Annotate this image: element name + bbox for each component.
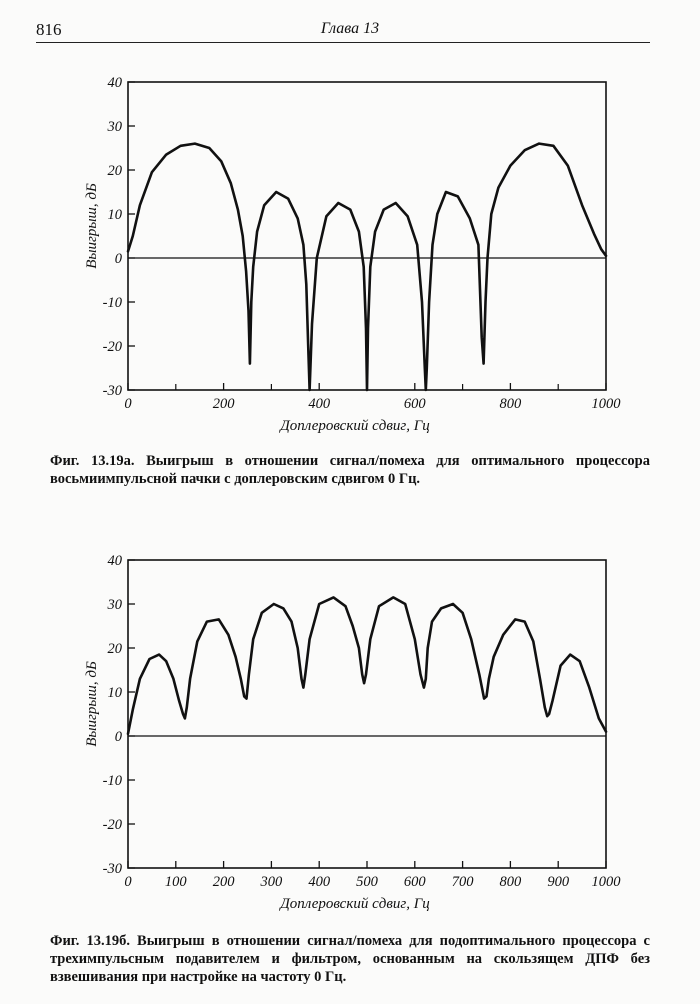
y-tick-label: -20 <box>102 817 122 833</box>
y-tick-label: -10 <box>102 295 122 311</box>
y-axis-title: Выигрыш, дБ <box>84 661 100 747</box>
y-tick-label: 30 <box>107 119 122 135</box>
x-tick-label: 400 <box>308 396 331 412</box>
y-tick-label: 0 <box>114 729 122 745</box>
series-line <box>128 597 606 733</box>
y-tick-label: 0 <box>114 251 122 267</box>
x-tick-label: 0 <box>124 874 132 890</box>
page-number: 816 <box>36 20 62 39</box>
y-tick-label: -30 <box>102 861 122 877</box>
y-tick-label: 40 <box>107 553 122 569</box>
header-rule <box>36 42 650 43</box>
y-tick-label: 20 <box>107 641 122 657</box>
x-tick-label: 0 <box>124 396 132 412</box>
x-tick-label: 300 <box>260 874 283 890</box>
x-tick-label: 1000 <box>591 874 621 890</box>
x-tick-label: 200 <box>212 874 235 890</box>
y-tick-label: 20 <box>107 163 122 179</box>
x-tick-label: 400 <box>308 874 331 890</box>
y-tick-label: -20 <box>102 339 122 355</box>
chart-b <box>0 538 700 918</box>
x-tick-label: 800 <box>499 874 522 890</box>
y-tick-label: 10 <box>107 207 122 223</box>
x-tick-label: 600 <box>403 874 426 890</box>
y-tick-label: 40 <box>107 75 122 91</box>
x-tick-label: 1000 <box>591 396 621 412</box>
plot-frame <box>128 560 606 868</box>
y-tick-label: 30 <box>107 597 122 613</box>
chart-a <box>0 60 700 440</box>
x-tick-label: 500 <box>356 874 378 890</box>
figure-caption-b: Фиг. 13.19б. Выигрыш в отношении сигнал/помеха для подоптимального процессора с трехимпульсным подавителем и фильтром, основанным на скользящем ДПФ без взвешивания при настройке на частоту 0 Гц. <box>50 933 650 985</box>
x-axis-title: Доплеровский сдвиг, Гц <box>280 896 430 912</box>
running-head: Глава 13 <box>320 20 380 37</box>
x-tick-label: 800 <box>499 396 522 412</box>
x-tick-label: 900 <box>547 874 570 890</box>
y-axis-title: Выигрыш, дБ <box>84 183 100 269</box>
x-tick-label: 100 <box>164 874 187 890</box>
y-tick-label: -30 <box>102 383 122 399</box>
figure-caption-a: Фиг. 13.19а. Выигрыш в отношении сигнал/помеха для оптимального процессора восьмиимпульсной пачки с доплеровским сдвигом 0 Гц. <box>50 453 650 487</box>
x-tick-label: 700 <box>451 874 474 890</box>
y-tick-label: -10 <box>102 773 122 789</box>
series-line <box>128 144 606 390</box>
x-axis-title: Доплеровский сдвиг, Гц <box>280 418 430 434</box>
x-tick-label: 200 <box>212 396 235 412</box>
x-tick-label: 600 <box>403 396 426 412</box>
y-tick-label: 10 <box>107 685 122 701</box>
